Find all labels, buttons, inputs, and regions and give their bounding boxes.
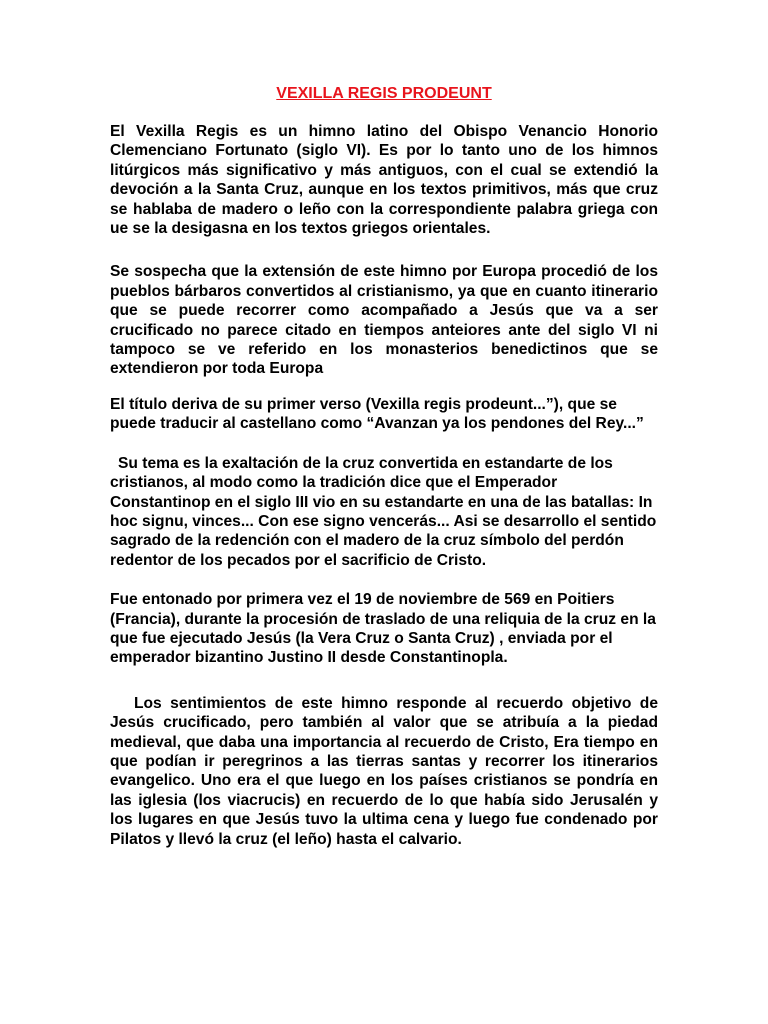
paragraph-title-meaning: El título deriva de su primer verso (Vexilla regis prodeunt...”), que se puede traducir al castellano como “Avanzan ya los pendones del Rey...”: [110, 395, 644, 433]
document-title: VEXILLA REGIS PRODEUNT: [276, 85, 492, 102]
paragraph-theme: Su tema es la exaltación de la cruz convertida en estandarte de los cristianos, al modo como la tradición dice que el Emperador Constantinop en el siglo III vio en su estandarte en una de las batallas: In hoc signu, vinces... Con ese signo vencerás... Asi se desarrollo el sentido sagrado de la redención con el madero de la cruz símbolo del perdón redentor de los pecados por el sacrificio de Cristo.: [110, 454, 657, 569]
paragraph-first-performance: Fue entonado por primera vez el 19 de noviembre de 569 en Poitiers (Francia), durante la procesión de traslado de una reliquia de la cruz en la que fue ejecutado Jesús (la Vera Cruz o Santa Cruz) , enviada por el emperador bizantino Justino II desde Constantinopla.: [110, 591, 656, 667]
paragraph-intro: El Vexilla Regis es un himno latino del Obispo Venancio Honorio Clemenciano Fortunato (siglo VI). Es por lo tanto uno de los himnos litúrgicos más significativo y más antiguos, con el cual se extendió la devoción a la Santa Cruz, aunque en los textos primitivos, más que cruz se hablaba de madero o leño con la correspondiente palabra griega con ue se la desigasna en los textos griegos orientales.: [110, 123, 658, 238]
paragraph-origin: Se sospecha que la extensión de este himno por Europa procedió de los pueblos bárbaros convertidos al cristianismo, ya que en cuanto itinerario que se puede recorrer como acompañado a Jesús que va a ser crucificado no parece citado en tiempos anteiores ante del siglo VI ni tampoco se ve referido en los monasterios benedictinos que se extendieron por toda Europa: [110, 263, 658, 378]
paragraph-sentiments: Los sentimientos de este himno responde al recuerdo objetivo de Jesús crucificado, pero también al valor que se atribuía a la piedad medieval, que daba una importancia al recuerdo de Cristo, Era tiempo en que podían ir peregrinos a las tierras santas y recorrer los itinerarios evangelico. Uno era el que luego en los países cristianos se pondría en las iglesia (los viacrucis) en recuerdo de lo que había sido Jerusalén y los lugares en que Jesús tuvo la ultima cena y luego fue condenado por Pilatos y llevó la cruz (el leño) hasta el calvario.: [110, 694, 658, 848]
